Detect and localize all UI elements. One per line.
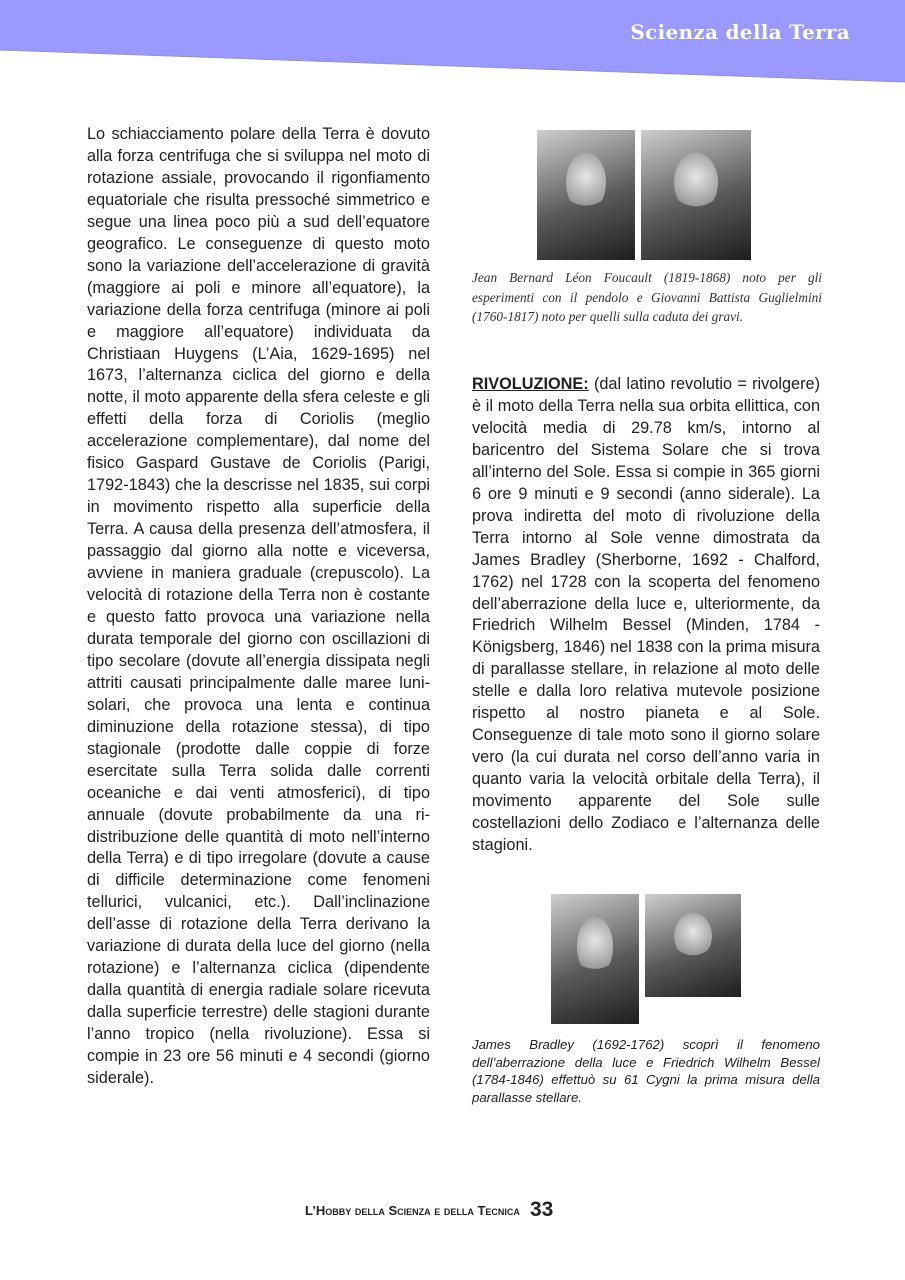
page-number: 33 [530, 1198, 554, 1221]
portrait-guglielmini [641, 130, 751, 260]
figure-2-photos [551, 894, 741, 1024]
portrait-bradley [551, 894, 639, 1024]
portrait-foucault [537, 130, 635, 260]
portrait-bessel [645, 894, 741, 997]
right-column-text [472, 374, 820, 857]
left-column-text: Lo schiacciamento polare della Terra è dovuto alla forza centrifuga che si sviluppa nel moto di rotazione assiale, provocando il rigonfiamento equatoriale che risulta pressoché simmetrico e segue una linea poco più a sud dell’equatore geografico. Le conseguenze di questo moto sono la variazione dell’accelerazione di gravità (maggiore ai poli e minore all’equatore), la variazione della forza centrifuga (minore ai poli e maggiore all’equatore) individuata da Christiaan Huygens (L’Aia, 1629-1695) nel 1673, l’alternanza ciclica del giorno e della notte, il moto apparente della sfera celeste e gli effetti della forza di Coriolis (meglio accelerazione complementare), dal nome del fisico Gaspard Gustave de Coriolis (Parigi, 1792-1843) che la descrisse nel 1835, sui corpi in movimento rispetto alla superficie della Terra. A causa della presenza dell’atmosfera, il passaggio dal giorno alla notte e viceversa, avviene in maniera graduale (crepuscolo). La velocità di rotazione della Terra non è costante e questo fatto provoca una variazione nella durata temporale del giorno con oscillazioni di tipo secolare (dovute all’energia dissipata negli attriti causati principalmente dalle maree luni-solari, che provoca una lenta e continua diminuzione della rotazione stessa), di tipo stagionale (prodotte dalle coppie di forze esercitate sulla Terra solida dalle correnti oceaniche e dai venti atmosferici), di tipo annuale (dovute probabilmente da una ri-distribuzione delle quantità di moto nell’interno della Terra) e di tipo irregolare (dovute a cause di difficile determinazione come fenomeni tellurici, vulcanici, etc.). Dall’inclinazione dell’asse di rotazione della Terra derivano la variazione di durata della luce del giorno (nella rotazione) e l’alternanza ciclica (dipendente dalla quantità di energia radiale solare ricevuta dalla superficie terrestre) delle stagioni durante l’anno tropico (nella rivoluzione). Essa si compie in 23 ore 56 minuti e 4 secondi (giorno siderale). [87, 125, 430, 1087]
section-title: Scienza della Terra [630, 20, 850, 44]
section-heading: RIVOLUZIONE: [472, 375, 589, 393]
figure-1-photos [537, 130, 751, 260]
footer-publication: L’Hobby della Scienza e della Tecnica [305, 1203, 520, 1218]
figure-2-caption: James Bradley (1692-1762) scoprì il fenomeno dell’aberrazione della luce e Friedrich Wilhelm Bessel (1784-1846) effettuò su 61 Cygni la prima misura della parallasse stellare. [472, 1037, 820, 1105]
section-body: (dal latino revolutio = rivolgere) è il moto della Terra nella sua orbita ellittica, con velocità media di 29.78 km/s, intorno al baricentro del Sistema Solare che si trova all’interno del Sole. Essa si compie in 365 giorni 6 ore 9 minuti e 9 secondi (anno siderale). La prova indiretta del moto di rivoluzione della Terra intorno al Sole venne dimostrata da James Bradley (Sherborne, 1692 - Chalford, 1762) nel 1728 con la scoperta del fenomeno dell’aberrazione della luce e, ulteriormente, da Friedrich Wilhelm Bessel (Minden, 1784 - Königsberg, 1846) nel 1838 con la prima misura di parallasse stellare, in relazione al moto delle stelle e dalla loro relativa mutevole posizione rispetto al nostro pianeta e al Sole. Conseguenze di tale moto sono il giorno solare vero (la cui durata nel corso dell’anno varia in quanto varia la velocità orbitale della Terra), il movimento apparente del Sole sulle costellazioni dello Zodiaco e l’alternanza delle stagioni. [472, 375, 820, 855]
figure-1-caption: Jean Bernard Léon Foucault (1819-1868) noto per gli esperimenti con il pendolo e Giovanni Battista Guglielmini (1760-1817) noto per quelli sulla caduta dei gravi. [472, 270, 822, 324]
